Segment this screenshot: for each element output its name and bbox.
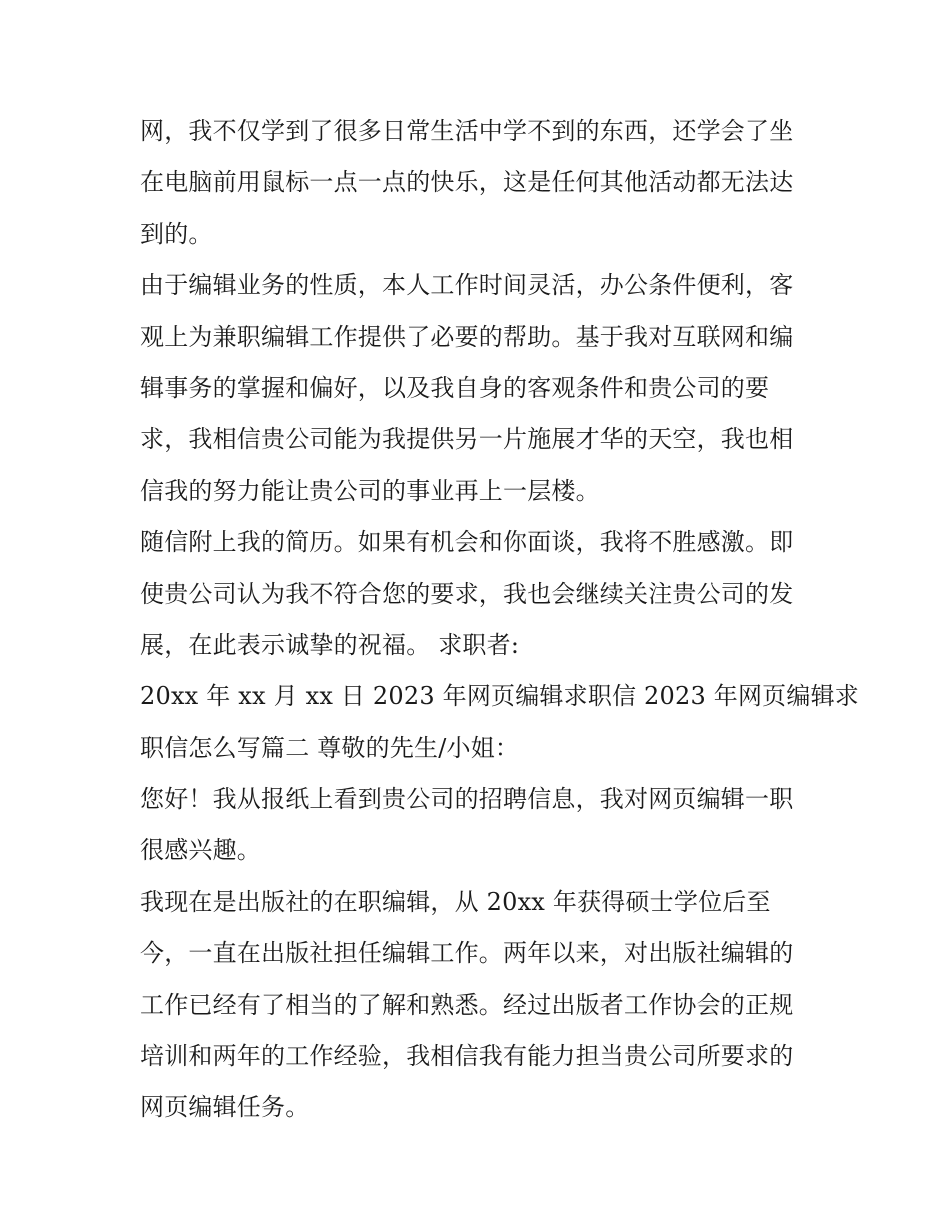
text-line: 信我的努力能让贵公司的事业再上一层楼。 xyxy=(140,476,600,505)
text-line: 培训和两年的工作经验，我相信我有能力担当贵公司所要求的 xyxy=(140,1042,794,1071)
text-line: 随信附上我的简历。如果有机会和你面谈，我将不胜感激。即 xyxy=(140,528,794,557)
text-line: 在电脑前用鼠标一点一点的快乐，这是任何其他活动都无法达 xyxy=(140,168,794,197)
text-line: 今，一直在出版社担任编辑工作。两年以来，对出版社编辑的 xyxy=(140,939,794,968)
text-line: 使贵公司认为我不符合您的要求，我也会继续关注贵公司的发 xyxy=(140,579,794,608)
text-line: 到的。 xyxy=(140,219,213,248)
text-line: 展，在此表示诚挚的祝福。 求职者: xyxy=(140,630,520,659)
text-line: 很感兴趣。 xyxy=(140,836,261,865)
text-line: 职信怎么写篇二 尊敬的先生/小姐： xyxy=(140,733,520,762)
text-line: 网页编辑任务。 xyxy=(140,1093,310,1122)
text-line: 辑事务的掌握和偏好，以及我自身的客观条件和贵公司的要 xyxy=(140,373,770,402)
text-line: 我现在是出版社的在职编辑，从 20xx 年获得硕士学位后至 xyxy=(140,887,771,916)
letter-body xyxy=(140,106,859,1134)
text-line: 工作已经有了相当的了解和熟悉。经过出版者工作协会的正规 xyxy=(140,990,794,1019)
text-line: 您好！我从报纸上看到贵公司的招聘信息，我对网页编辑一职 xyxy=(140,785,794,814)
text-line: 20xx 年 xx 月 xx 日 2023 年网页编辑求职信 2023 年网页编辑求 xyxy=(140,682,859,711)
text-line: 求，我相信贵公司能为我提供另一片施展才华的天空，我也相 xyxy=(140,425,794,454)
text-line: 由于编辑业务的性质，本人工作时间灵活，办公条件便利，客 xyxy=(140,271,794,300)
text-line: 观上为兼职编辑工作提供了必要的帮助。基于我对互联网和编 xyxy=(140,322,794,351)
text-line: 网，我不仅学到了很多日常生活中学不到的东西，还学会了坐 xyxy=(140,117,794,145)
